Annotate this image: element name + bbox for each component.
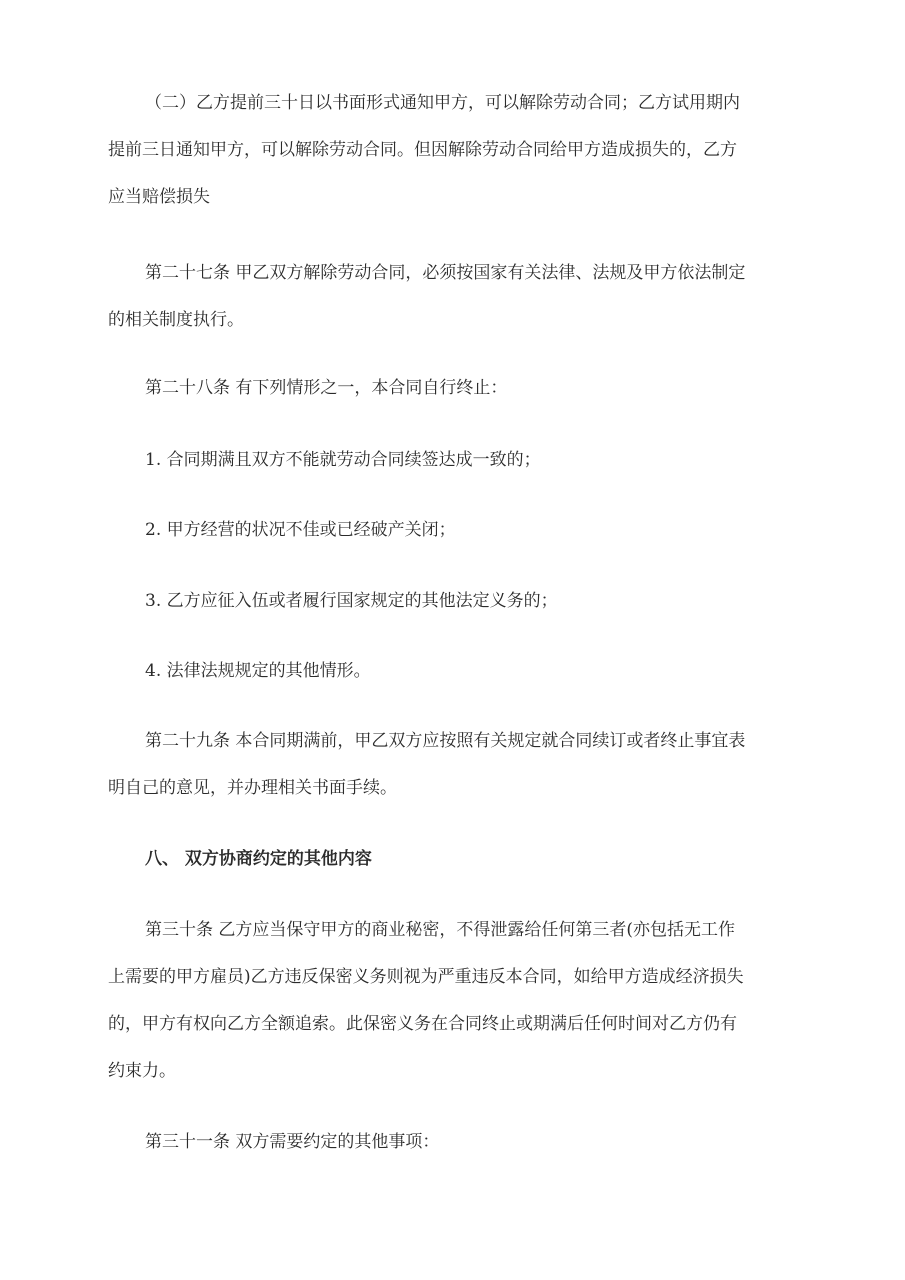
text-line: 2. 甲方经营的状况不佳或已经破产关闭； — [145, 520, 456, 540]
text-line: 第二十七条 甲乙双方解除劳动合同，必须按国家有关法律、法规及甲方依法制定 — [145, 263, 746, 283]
text-line: 八、 双方协商约定的其他内容 — [145, 849, 372, 869]
article-28 — [108, 365, 798, 412]
text-line: 第二十九条 本合同期满前，甲乙双方应按照有关规定就合同续订或者终止事宜表 — [145, 731, 746, 751]
text-line: 3. 乙方应征入伍或者履行国家规定的其他法定义务的； — [145, 591, 558, 611]
text-line: 上需要的甲方雇员)乙方违反保密义务则视为严重违反本合同，如给甲方造成经济损失 — [108, 967, 744, 987]
list-item-3 — [108, 578, 798, 625]
text-line: 4. 法律法规规定的其他情形。 — [145, 661, 371, 681]
article-29 — [108, 718, 798, 812]
text-line: 提前三日通知甲方，可以解除劳动合同。但因解除劳动合同给甲方造成损失的，乙方 — [108, 140, 737, 160]
article-27 — [108, 250, 798, 344]
section-heading-8 — [108, 836, 798, 883]
text-line: 第三十条 乙方应当保守甲方的商业秘密，不得泄露给任何第三者(亦包括无工作 — [145, 920, 736, 940]
text-line: 约束力。 — [108, 1061, 176, 1081]
text-line: 明自己的意见，并办理相关书面手续。 — [108, 778, 397, 798]
list-item-2 — [108, 507, 798, 554]
paragraph-resignation-notice — [108, 80, 798, 221]
text-line: 应当赔偿损失 — [108, 187, 210, 207]
text-line: 1. 合同期满且双方不能就劳动合同续签达成一致的； — [145, 450, 541, 470]
article-31 — [108, 1119, 798, 1166]
list-item-1 — [108, 437, 798, 484]
text-line: （二）乙方提前三十日以书面形式通知甲方，可以解除劳动合同；乙方试用期内 — [145, 93, 740, 113]
text-line: 第三十一条 双方需要约定的其他事项： — [145, 1132, 440, 1152]
list-item-4 — [108, 648, 798, 695]
article-30 — [108, 907, 798, 1095]
text-line: 第二十八条 有下列情形之一，本合同自行终止： — [145, 378, 508, 398]
text-line: 的相关制度执行。 — [108, 310, 244, 330]
text-line: 的，甲方有权向乙方全额追索。此保密义务在合同终止或期满后任何时间对乙方仍有 — [108, 1014, 737, 1034]
